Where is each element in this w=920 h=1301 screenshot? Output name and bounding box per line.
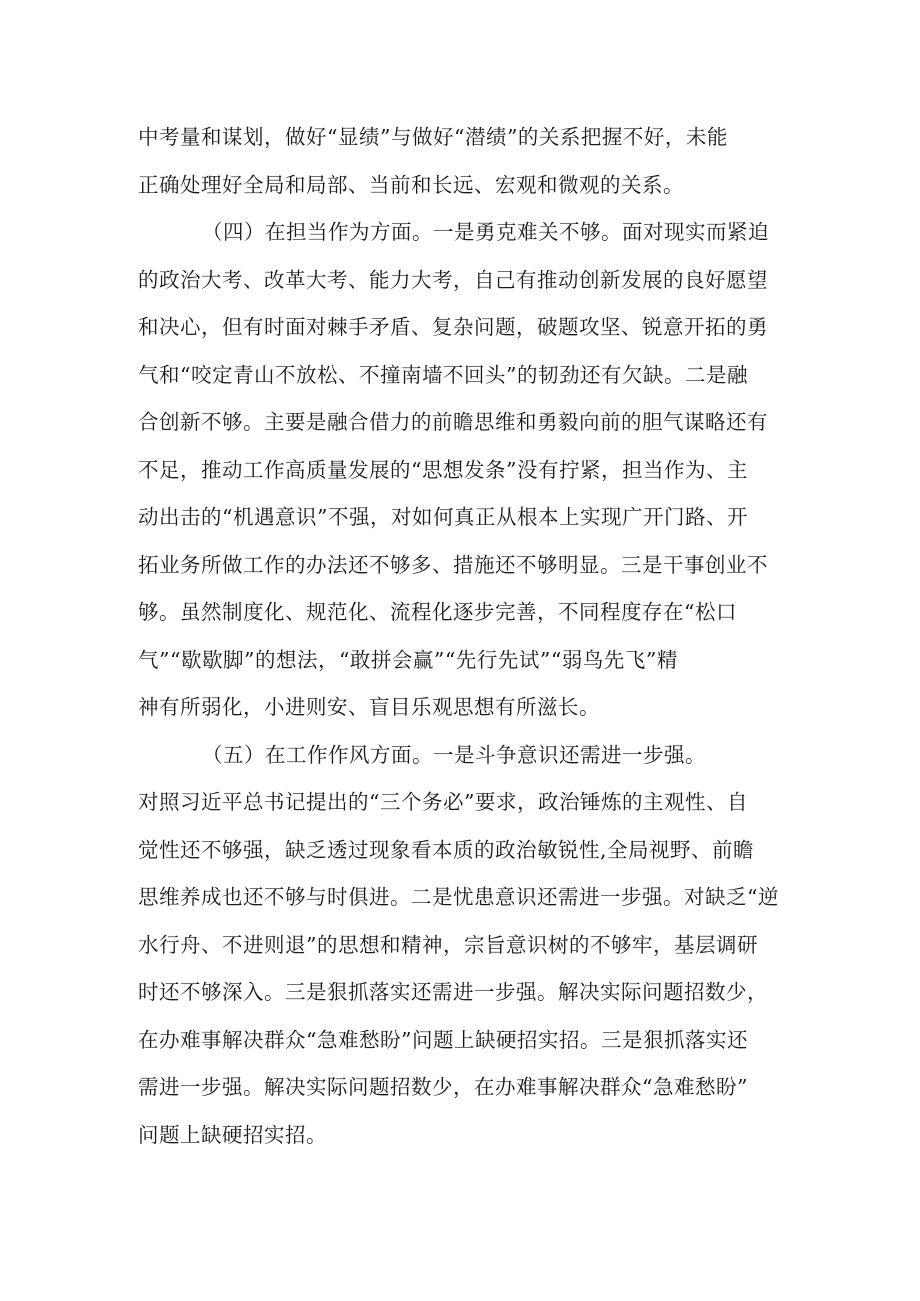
section-heading-line: （四）在担当作为方面。一是勇克难关不够。面对现实而紧迫: [202, 220, 769, 244]
text-line: 水行舟、不进则退”的思想和精神，宗旨意识树的不够牢，基层调研: [138, 932, 758, 957]
document-body: [138, 114, 788, 1159]
text-line: 觉性还不够强，缺乏透过现象看本质的政治敏锐性,全局视野、前瞻: [138, 837, 755, 862]
text-line: 动出击的“机遇意识”不强，对如何真正从根本上实现广开门路、开: [138, 505, 748, 529]
text-line: 气”“歇歇脚”的想法，“敢拼会赢”“先行先试”“弱鸟先飞”精: [138, 647, 678, 672]
text-line: 的政治大考、改革大考、能力大考，自己有推动创新发展的良好愿望: [138, 267, 768, 292]
section-heading-line: （五）在工作作风方面。一是斗争意识还需进一步强。: [202, 742, 706, 767]
text-line: 气和“咬定青山不放松、不撞南墙不回头”的韧劲还有欠缺。二是融: [138, 362, 748, 387]
text-line: 不足，推动工作高质量发展的“思想发条”没有拧紧，担当作为、主: [138, 457, 748, 482]
text-line: 正确处理好全局和局部、当前和长远、宏观和微观的关系。: [138, 172, 684, 197]
text-line: 拓业务所做工作的办法还不够多、措施还不够明显。三是干事创业不: [138, 552, 768, 577]
text-line: 够。虽然制度化、规范化、流程化逐步完善，不同程度存在“松口: [138, 600, 737, 624]
text-line: 思维养成也还不够与时俱进。二是忧患意识还需进一步强。对缺乏“逆: [138, 885, 779, 909]
text-line: 时还不够深入。三是狠抓落实还需进一步强。解决实际问题招数少，: [138, 980, 768, 1004]
text-line: 中考量和谋划，做好“显绩”与做好“潜绩”的关系把握不好，未能: [138, 125, 728, 149]
text-line: 在办难事解决群众“急难愁盼”问题上缺硬招实招。三是狠抓落实还: [138, 1027, 748, 1052]
text-line: 需进一步强。解决实际问题招数少，在办难事解决群众“急难愁盼”: [138, 1075, 748, 1099]
text-line: 对照习近平总书记提出的“三个务必”要求，政治锤炼的主观性、自: [138, 790, 748, 814]
text-line: 问题上缺硬招实招。: [138, 1122, 327, 1147]
text-line: 神有所弱化，小进则安、盲目乐观思想有所滋长。: [138, 695, 600, 719]
text-line: 合创新不够。主要是融合借力的前瞻思维和勇毅向前的胆气谋略还有: [138, 410, 768, 434]
text-line: 和决心，但有时面对棘手矛盾、复杂问题，破题攻坚、锐意开拓的勇: [138, 315, 768, 339]
